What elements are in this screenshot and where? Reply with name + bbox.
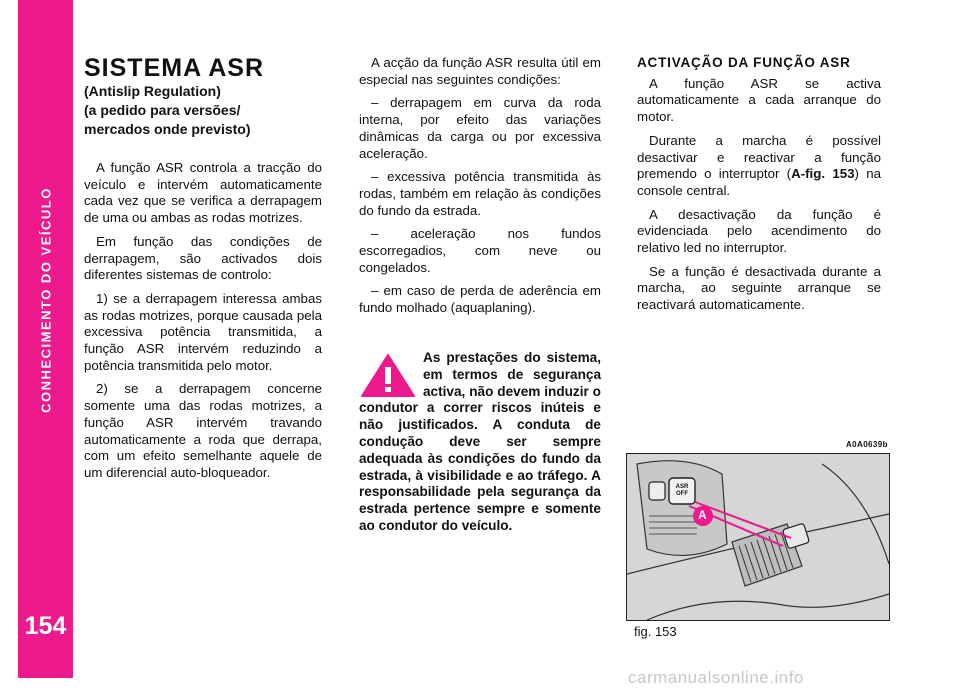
callout-a: A xyxy=(698,508,707,522)
watermark: carmanualsonline.info xyxy=(628,668,804,687)
figure-153-illustration xyxy=(626,453,890,621)
figure-code: A0A0639b xyxy=(846,440,888,449)
paragraph: Em função das condições de derrapagem, são activados dois diferentes sistemas de controlo: xyxy=(84,233,322,283)
section-title: SISTEMA ASR xyxy=(84,54,264,82)
column-2 xyxy=(359,55,601,324)
paragraph: A função ASR controla a tracção do veículo e intervém automaticamente cada vez que se verifica a derrapagem de uma ou ambas as rodas motrizes. xyxy=(84,160,322,226)
page-number: 154 xyxy=(24,612,67,640)
paragraph: 2) se a derrapagem concerne somente uma das rodas motrizes, a função ASR intervém travando automaticamente a roda que derrapa, com um efeito semelhante aquele de um diferencial auto-bloqueador. xyxy=(84,381,322,480)
paragraph: – aceleração nos fundos escorregadios, com neve ou congelados. xyxy=(359,226,601,275)
subsection-heading: ACTIVAÇÃO DA FUNÇÃO ASR xyxy=(637,55,851,70)
column-3 xyxy=(637,55,881,321)
chapter-title: CONHECIMENTO DO VEÍCULO xyxy=(38,187,53,413)
section-subtitle-1: (Antislip Regulation) xyxy=(84,83,221,99)
chapter-sidebar xyxy=(18,0,73,678)
paragraph: Durante a marcha é possível desactivar e reactivar a função premendo o interruptor (A-fig. 153) na console central. xyxy=(637,132,881,198)
figure-caption: fig. 153 xyxy=(634,624,677,639)
figure-reference[interactable]: A-fig. 153 xyxy=(791,166,855,182)
section-subtitle-3: mercados onde previsto) xyxy=(84,121,251,137)
paragraph: – em caso de perda de aderência em fundo molhado (aquaplaning). xyxy=(359,283,601,316)
paragraph: A desactivação da função é evidenciada pelo acendimento do relativo led no interruptor. xyxy=(637,206,881,256)
paragraph: Se a função é desactivada durante a marcha, ao seguinte arranque se reactivará automaticamente. xyxy=(637,263,881,313)
paragraph: – excessiva potência transmitida às rodas, também em relação às condições do fundo da estrada. xyxy=(359,169,601,218)
asr-off-button-label: ASR OFF xyxy=(675,484,689,497)
column-1 xyxy=(84,55,322,489)
section-subtitle-2: (a pedido para versões/ xyxy=(84,102,241,118)
safety-warning xyxy=(359,350,601,535)
paragraph: A função ASR se activa automaticamente a cada arranque do motor. xyxy=(637,75,881,125)
paragraph: – derrapagem em curva da roda interna, por efeito das variações dinâmicas da carga ou por excessiva aceleração. xyxy=(359,95,601,161)
paragraph: A acção da função ASR resulta útil em especial nas seguintes condições: xyxy=(359,55,601,87)
warning-text: As prestações do sistema, em termos de segurança activa, não devem induzir o condutor a correr riscos inúteis e não justificados. A conduta de condução deve ser sempre adequada às condições do fundo da estrada, à visibilidade e ao tráfego. A responsabilidade pela segurança da estrada pertence sempre e somente ao condutor do veículo. xyxy=(359,350,601,533)
paragraph: 1) se a derrapagem interessa ambas as rodas motrizes, porque causada pela excessiva potência transmitida, a função ASR intervém reduzindo a potência transmitida pelo motor. xyxy=(84,290,322,373)
warning-icon xyxy=(359,352,417,398)
console-drawing xyxy=(627,454,889,620)
